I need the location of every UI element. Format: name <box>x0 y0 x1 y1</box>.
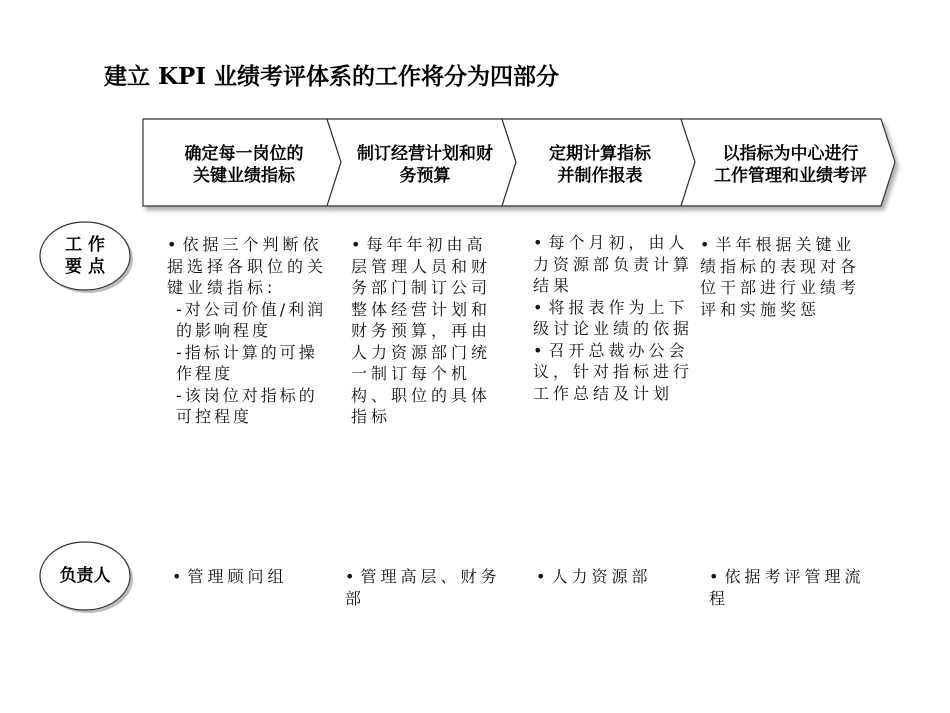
cell-text: 管理顾问组 <box>187 567 288 586</box>
page-title: 建立 KPI 业绩考评体系的工作将分为四部分 <box>104 63 560 90</box>
bullet-icon: • <box>172 567 182 586</box>
sub-item: -指标计算的可操作程度 <box>176 342 318 383</box>
step-label-3: 定期计算指标 并制作报表 <box>549 144 651 186</box>
cell-text: 每年年初由高层管理人员和财务部门制订公司整体经营计划和财务预算，再由人力资源部门统一制订每个机构、职位的具体指标 <box>351 235 492 426</box>
cell-text: 召开总裁办公会议，针对指标进行工作总结及计划 <box>533 340 694 403</box>
key-points-cell-4 <box>700 234 868 320</box>
owner-cell-4 <box>709 566 879 609</box>
key-points-cell-1 <box>167 234 327 428</box>
key-points-label: 工 作 要 点 <box>65 235 105 277</box>
step-label-1: 确定每一岗位的 关键业绩指标 <box>184 144 304 186</box>
bullet-icon: • <box>533 340 543 360</box>
cell-text: 半年根据关键业绩指标的表现对各位干部进行业绩考评和实施奖惩 <box>700 235 861 319</box>
bullet-icon: • <box>533 233 543 252</box>
key-points-cell-2 <box>351 234 501 428</box>
key-points-cell-3 <box>533 232 695 404</box>
bullet-icon: • <box>167 235 177 254</box>
owner-badge <box>39 541 131 611</box>
cell-text: 人力资源部 <box>551 567 652 586</box>
owner-cell-1 <box>172 566 332 588</box>
bullet-icon: • <box>536 567 546 586</box>
owner-cell-2 <box>345 566 503 609</box>
owner-label: 负责人 <box>59 566 111 586</box>
cell-text: 将报表作为上下级讨论业绩的依据 <box>533 297 694 338</box>
bullet-icon: • <box>700 235 710 254</box>
owner-cell-3 <box>536 566 686 588</box>
bullet-icon: • <box>351 235 361 254</box>
bullet-icon: • <box>533 297 543 317</box>
cell-text: 依据考评管理流程 <box>709 567 865 608</box>
key-points-badge <box>39 221 131 291</box>
cell-text: 每个月初，由人力资源部负责计算结果 <box>533 233 694 295</box>
sub-item: -对公司价值/利润的影响程度 <box>176 299 327 340</box>
bullet-icon: • <box>709 567 719 586</box>
sub-item: -该岗位对指标的可控程度 <box>176 385 318 426</box>
step-label-2: 制订经营计划和财 务预算 <box>357 144 493 186</box>
cell-text: 管理高层、财务部 <box>345 567 501 608</box>
bullet-icon: • <box>345 567 355 586</box>
step-label-4: 以指标为中心进行 工作管理和业绩考评 <box>714 144 867 186</box>
cell-text: 依据三个判断依据选择各职位的关键业绩指标: <box>167 235 328 297</box>
